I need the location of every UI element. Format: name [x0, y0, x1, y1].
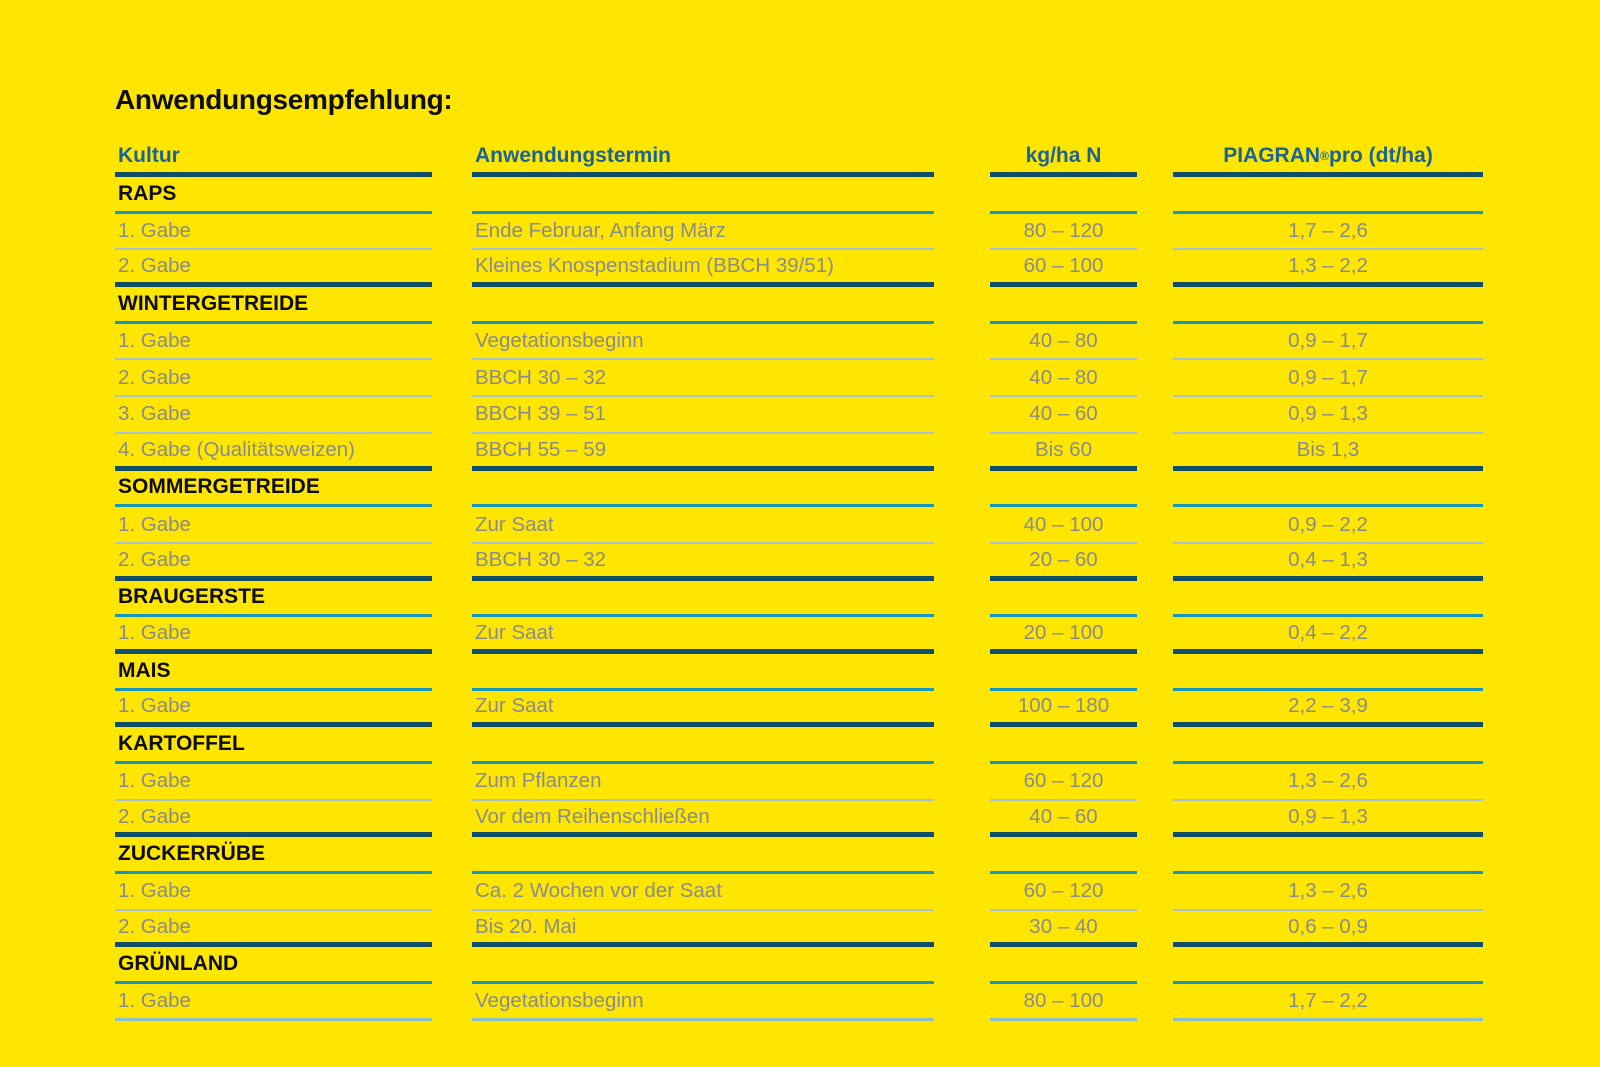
empty-cell: [1173, 287, 1483, 324]
gabe-cell: 1. Gabe: [115, 617, 432, 654]
gabe-cell: 3. Gabe: [115, 397, 432, 434]
section-row: [115, 947, 1483, 984]
piagran-pro-cell: 1,7 – 2,2: [1173, 984, 1483, 1021]
kg-ha-n-cell: 60 – 120: [990, 874, 1137, 911]
termin-cell: Vor dem Reihenschließen: [472, 801, 934, 838]
empty-cell: [990, 471, 1137, 508]
piagran-pro-cell: 1,3 – 2,2: [1173, 250, 1483, 287]
empty-cell: [1173, 837, 1483, 874]
section-name: BRAUGERSTE: [115, 581, 432, 618]
termin-cell: BBCH 30 – 32: [472, 544, 934, 581]
kg-ha-n-cell: 100 – 180: [990, 691, 1137, 728]
empty-cell: [990, 947, 1137, 984]
application-table: [115, 139, 1483, 1021]
termin-cell: Bis 20. Mai: [472, 911, 934, 948]
piagran-pro-cell: 0,9 – 1,7: [1173, 324, 1483, 361]
page-title: Anwendungsempfehlung:: [115, 84, 453, 115]
table-row: [115, 544, 1483, 581]
termin-cell: Zum Pflanzen: [472, 764, 934, 801]
gabe-cell: 1. Gabe: [115, 507, 432, 544]
empty-cell: [990, 727, 1137, 764]
termin-cell: Ca. 2 Wochen vor der Saat: [472, 874, 934, 911]
section-row: [115, 287, 1483, 324]
termin-cell: Zur Saat: [472, 617, 934, 654]
section-name: MAIS: [115, 654, 432, 691]
termin-cell: Kleines Knospenstadium (BBCH 39/51): [472, 250, 934, 287]
table-row: [115, 397, 1483, 434]
piagran-pro-cell: 0,9 – 1,3: [1173, 397, 1483, 434]
section-name: SOMMERGETREIDE: [115, 471, 432, 508]
gabe-cell: 2. Gabe: [115, 360, 432, 397]
gabe-cell: 1. Gabe: [115, 874, 432, 911]
empty-cell: [472, 581, 934, 618]
empty-cell: [990, 581, 1137, 618]
table-row: [115, 691, 1483, 728]
column-header-anwendungstermin: Anwendungstermin: [472, 139, 934, 177]
piagran-pro-cell: Bis 1,3: [1173, 434, 1483, 471]
empty-cell: [990, 654, 1137, 691]
table-header-row: [115, 139, 1483, 177]
table-row: [115, 801, 1483, 838]
empty-cell: [990, 837, 1137, 874]
empty-cell: [472, 654, 934, 691]
table-row: [115, 984, 1483, 1021]
piagran-pro-cell: 0,9 – 1,7: [1173, 360, 1483, 397]
table-row: [115, 911, 1483, 948]
kg-ha-n-cell: 80 – 100: [990, 984, 1137, 1021]
table-body: [115, 177, 1483, 1021]
gabe-cell: 1. Gabe: [115, 324, 432, 361]
kg-ha-n-cell: 20 – 100: [990, 617, 1137, 654]
termin-cell: Vegetationsbeginn: [472, 324, 934, 361]
column-header-kultur: Kultur: [115, 139, 432, 177]
piagran-pro-cell: 0,9 – 1,3: [1173, 801, 1483, 838]
gabe-cell: 4. Gabe (Qualitätsweizen): [115, 434, 432, 471]
gabe-cell: 1. Gabe: [115, 691, 432, 728]
empty-cell: [1173, 727, 1483, 764]
column-header-piagran-pro: PIAGRAN ® pro (dt/ha): [1173, 139, 1483, 177]
column-header-kg-ha-n: kg/ha N: [990, 139, 1137, 177]
termin-cell: Zur Saat: [472, 507, 934, 544]
termin-cell: BBCH 55 – 59: [472, 434, 934, 471]
termin-cell: Zur Saat: [472, 691, 934, 728]
table-row: [115, 250, 1483, 287]
gabe-cell: 1. Gabe: [115, 764, 432, 801]
empty-cell: [1173, 471, 1483, 508]
empty-cell: [472, 177, 934, 214]
piagran-pro-cell: 1,3 – 2,6: [1173, 874, 1483, 911]
kg-ha-n-cell: 40 – 60: [990, 801, 1137, 838]
kg-ha-n-cell: 80 – 120: [990, 214, 1137, 251]
kg-ha-n-cell: 20 – 60: [990, 544, 1137, 581]
empty-cell: [1173, 581, 1483, 618]
gabe-cell: 2. Gabe: [115, 250, 432, 287]
gabe-cell: 1. Gabe: [115, 214, 432, 251]
section-name: RAPS: [115, 177, 432, 214]
termin-cell: BBCH 39 – 51: [472, 397, 934, 434]
table-row: [115, 324, 1483, 361]
table-row: [115, 874, 1483, 911]
section-row: [115, 177, 1483, 214]
section-name: ZUCKERRÜBE: [115, 837, 432, 874]
kg-ha-n-cell: 40 – 80: [990, 360, 1137, 397]
gabe-cell: 2. Gabe: [115, 801, 432, 838]
empty-cell: [472, 947, 934, 984]
termin-cell: BBCH 30 – 32: [472, 360, 934, 397]
empty-cell: [1173, 177, 1483, 214]
empty-cell: [1173, 654, 1483, 691]
empty-cell: [990, 177, 1137, 214]
table-row: [115, 214, 1483, 251]
section-row: [115, 654, 1483, 691]
table-row: [115, 434, 1483, 471]
empty-cell: [472, 727, 934, 764]
empty-cell: [472, 837, 934, 874]
kg-ha-n-cell: 60 – 100: [990, 250, 1137, 287]
kg-ha-n-cell: 30 – 40: [990, 911, 1137, 948]
kg-ha-n-cell: 60 – 120: [990, 764, 1137, 801]
kg-ha-n-cell: 40 – 100: [990, 507, 1137, 544]
section-name: WINTERGETREIDE: [115, 287, 432, 324]
gabe-cell: 2. Gabe: [115, 544, 432, 581]
piagran-pro-cell: 1,7 – 2,6: [1173, 214, 1483, 251]
piagran-pro-cell: 0,4 – 1,3: [1173, 544, 1483, 581]
section-row: [115, 471, 1483, 508]
section-row: [115, 727, 1483, 764]
table-row: [115, 764, 1483, 801]
kg-ha-n-cell: 40 – 60: [990, 397, 1137, 434]
section-row: [115, 581, 1483, 618]
piagran-pro-cell: 0,4 – 2,2: [1173, 617, 1483, 654]
section-name: GRÜNLAND: [115, 947, 432, 984]
empty-cell: [1173, 947, 1483, 984]
piagran-pro-cell: 0,6 – 0,9: [1173, 911, 1483, 948]
piagran-pro-cell: 0,9 – 2,2: [1173, 507, 1483, 544]
kg-ha-n-cell: Bis 60: [990, 434, 1137, 471]
empty-cell: [990, 287, 1137, 324]
empty-cell: [472, 471, 934, 508]
section-row: [115, 837, 1483, 874]
table-row: [115, 617, 1483, 654]
gabe-cell: 1. Gabe: [115, 984, 432, 1021]
gabe-cell: 2. Gabe: [115, 911, 432, 948]
termin-cell: Vegetationsbeginn: [472, 984, 934, 1021]
piagran-pro-cell: 1,3 – 2,6: [1173, 764, 1483, 801]
table-row: [115, 507, 1483, 544]
piagran-pro-cell: 2,2 – 3,9: [1173, 691, 1483, 728]
table-row: [115, 360, 1483, 397]
empty-cell: [472, 287, 934, 324]
kg-ha-n-cell: 40 – 80: [990, 324, 1137, 361]
section-name: KARTOFFEL: [115, 727, 432, 764]
termin-cell: Ende Februar, Anfang März: [472, 214, 934, 251]
